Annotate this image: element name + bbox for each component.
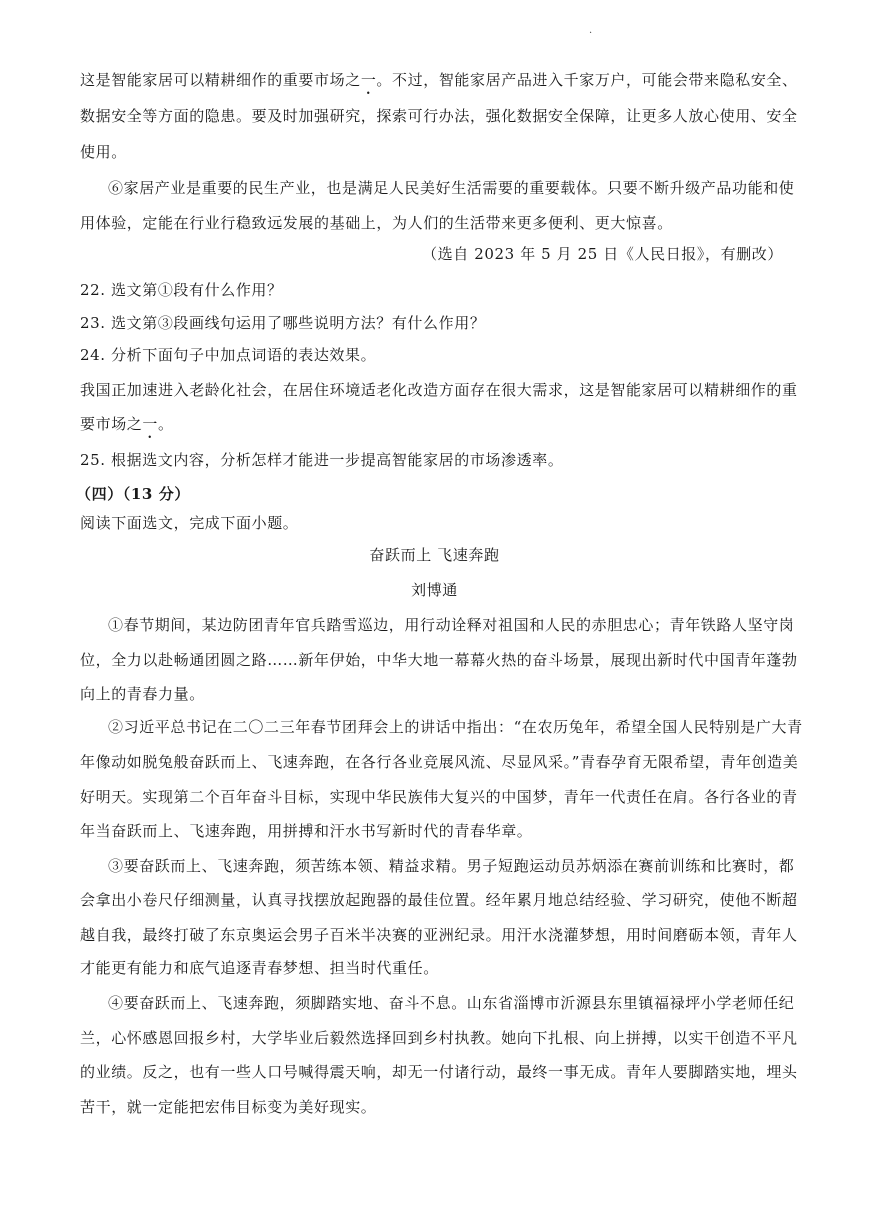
paragraph-line: 才能更有能力和底气追逐青春梦想、担当时代重任。 [80,959,439,977]
paragraph-line: ①春节期间，某边防团青年官兵踏雪巡边，用行动诠释对祖国和人民的赤胆忠心；青年铁路人坚守岗 [108,616,795,634]
quoted-sentence: 我国正加速进入老龄化社会，在居住环境适老化改造方面存在很大需求，这是智能家居可以精耕细作的重 [80,381,798,399]
instruction: 阅读下面选文，完成下面小题。 [80,514,299,532]
paragraph-line: 向上的青春力量。 [80,685,205,703]
paragraph-line: 用体验，定能在行业行稳致远发展的基础上，为人们的生活带来更多便利、更大惊喜。 [80,214,673,232]
paragraph-line: ②习近平总书记在二〇二三年春节团拜会上的讲话中指出：“在农历兔年，希望全国人民特别是广大青 [108,718,803,736]
section-heading: （四）（13 分） [76,485,190,503]
article-author: 刘博通 [411,581,458,599]
header-mark: · [589,28,593,39]
emphasized-word: 一 [142,415,159,433]
paragraph-line: 数据安全等方面的隐患。要及时加强研究，探索可行办法，强化数据安全保障，让更多人放心使用、安全 [80,107,798,125]
paragraph-line: 这是智能家居可以精耕细作的重要市场之一。不过，智能家居产品进入千家万户，可能会带来隐私安全、 [80,71,798,89]
paragraph-line: 越自我，最终打破了东京奥运会男子百米半决赛的亚洲纪录。用汗水浇灌梦想，用时间磨砺本领，青年人 [80,926,798,944]
article-title: 奋跃而上 飞速奔跑 [369,546,500,564]
question-24: 24. 分析下面句子中加点词语的表达效果。 [80,346,377,364]
quoted-sentence: 要市场之一。 [80,415,174,433]
paragraph-line: 苦干，就一定能把宏伟目标变为美好现实。 [80,1098,377,1116]
question-25: 25. 根据选文内容，分析怎样才能进一步提高智能家居的市场渗透率。 [80,451,564,469]
paragraph-line: 使用。 [80,143,127,161]
paragraph-line: 会拿出小卷尺仔细测量，认真寻找摆放起跑器的最佳位置。经年累月地总结经验、学习研究，使他不断超 [80,891,798,909]
paragraph-line: 兰，心怀感恩回报乡村，大学毕业后毅然选择回到乡村执教。她向下扎根、向上拼搏，以实干创造不平凡 [80,1029,798,1047]
paragraph-line: ③要奋跃而上、飞速奔跑，须苦练本领、精益求精。男子短跑运动员苏炳添在赛前训练和比赛时，都 [108,857,795,875]
paragraph-line: 位，全力以赴畅通团圆之路……新年伊始，中华大地一幕幕火热的奋斗场景，展现出新时代中国青年蓬勃 [80,651,798,669]
paragraph-line: 好明天。实现第二个百年奋斗目标，实现中华民族伟大复兴的中国梦，青年一代责任在肩。各行各业的青 [80,788,798,806]
paragraph-line: 年当奋跃而上、飞速奔跑，用拼搏和汗水书写新时代的青春华章。 [80,822,533,840]
paragraph-line: ⑥家居产业是重要的民生产业，也是满足人民美好生活需要的重要载体。只要不断升级产品功能和使 [108,179,795,197]
question-22: 22. 选文第①段有什么作用？ [80,281,283,299]
paragraph-line: ④要奋跃而上、飞速奔跑，须脚踏实地、奋斗不息。山东省淄博市沂源县东里镇福禄坪小学老师任纪 [108,994,795,1012]
emphasized-word: 一 [360,71,377,89]
source-citation: （选自 2023 年 5 月 25 日《人民日报》，有删改） [422,245,783,263]
question-23: 23. 选文第③段画线句运用了哪些说明方法？有什么作用？ [80,314,486,332]
paragraph-line: 年像动如脱兔般奋跃而上、飞速奔跑，在各行各业竞展风流、尽显风采。”青春孕育无限希望，青年创造美 [80,753,799,771]
paragraph-line: 的业绩。反之，也有一些人口号喊得震天响，却无一付诸行动，最终一事无成。青年人要脚踏实地，埋头 [80,1063,798,1081]
